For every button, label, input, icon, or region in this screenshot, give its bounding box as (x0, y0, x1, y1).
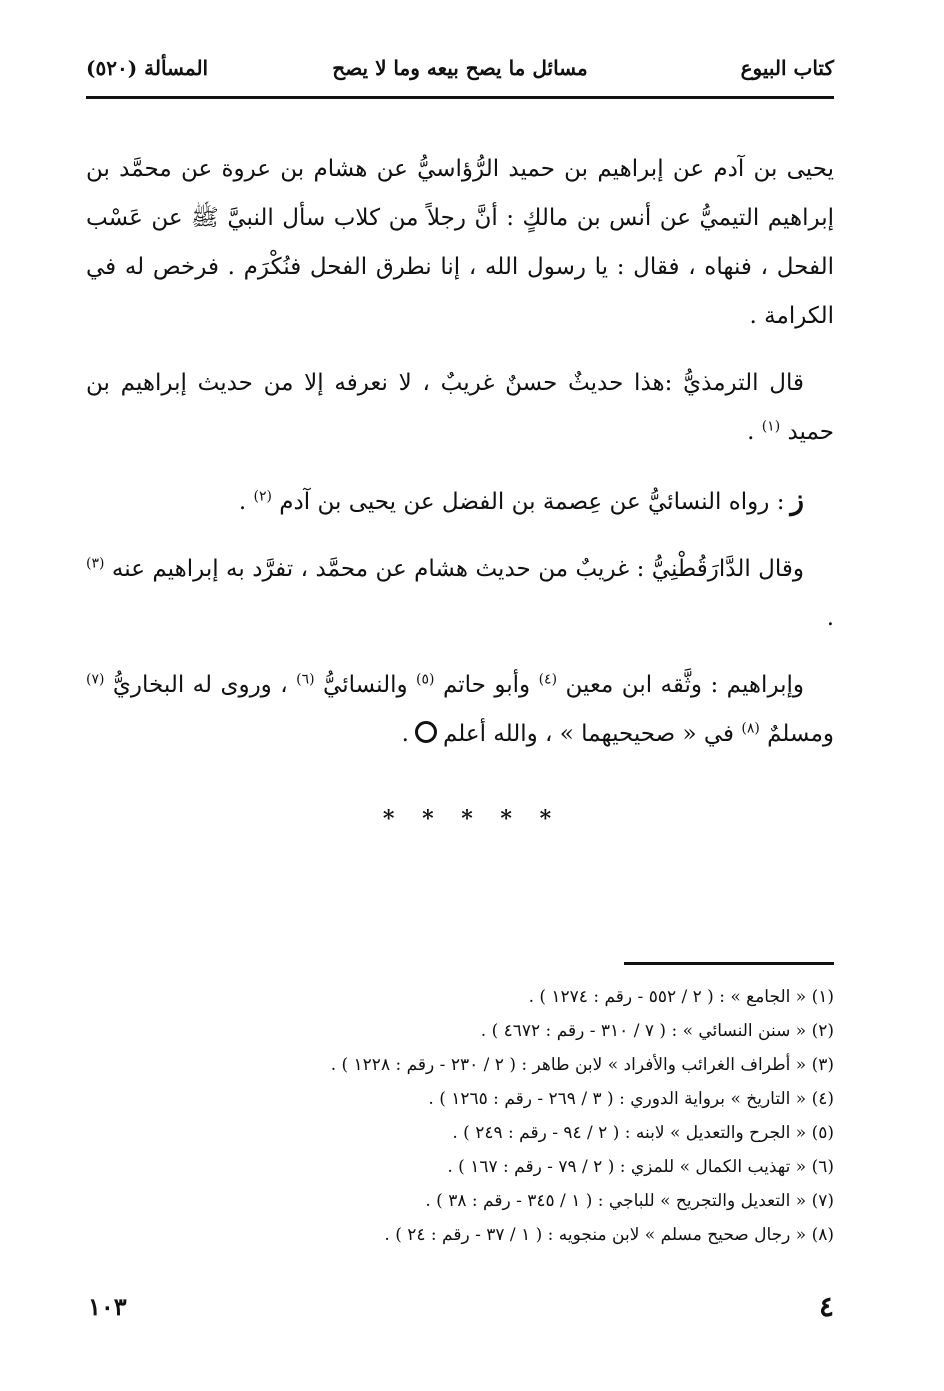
footnotes (150, 980, 834, 1252)
hadith-text: يحيى بن آدم عن إبراهيم بن حميد الرُّؤاسيُّ عن هشام بن عروة عن محمَّد بن إبراهيم التيميُّ عن أنس بن مالكٍ : أنَّ رجلاً من كلاب سأل النبيَّ ﷺ عن عَسْب الفحل ، فنهاه ، فقال : يا رسول الله ، إنا نطرق الفحل فنُكْرَم . فرخص له في الكرامة . (86, 156, 834, 329)
header-book-title: كتاب البيوع (740, 56, 834, 80)
section-separator: * * * * * (382, 806, 562, 832)
header-rule (86, 96, 834, 99)
nasai-text: : رواه النسائيُّ عن عِصمة بن الفضل عن يحيى بن آدم (279, 489, 785, 515)
paragraph-tirmidhi: قال الترمذيُّ :هذا حديثٌ حسنٌ غريبٌ ، لا نعرفه إلا من حديث إبراهيم بن حميد $^{(١)}$ . (86, 370, 834, 445)
paragraph-nasai: ز: رواه النسائيُّ عن عِصمة بن الفضل عن يحيى بن آدم $^{(٢)}$ . (238, 483, 804, 516)
footnote-5: (٥) « الجرح والتعديل » لابنه : ( ٢ / ٩٤ - رقم : ٢٤٩ ) . (452, 1123, 834, 1143)
footnote-rule (624, 962, 834, 965)
ibrahim-text-f: في « صحيحيهما » ، والله أعلم (442, 721, 735, 747)
footnote-ref-8[interactable]: (٨) (741, 720, 760, 737)
running-header (86, 48, 834, 88)
footnote-ref-6[interactable]: (٦) (296, 671, 315, 688)
paragraph-ibrahim: وإبراهيم : وثَّقه ابن معين $^{(٤)}$ وأبو حاتم $^{(٥)}$ والنسائيُّ $^{(٦)}$ ، وروى له البخاريُّ $^{(٧)}$ ومسلمٌ $^{(٨)}$ في « صحيحيهما » ، والله أعلم. (86, 671, 834, 747)
ibrahim-text-e: ومسلمٌ (767, 721, 834, 747)
footnote-ref-3[interactable]: (٣) (86, 555, 105, 572)
header-issue-number: المسألة (٥٢٠) (86, 56, 209, 80)
footnote-ref-2[interactable]: (٢) (253, 488, 272, 505)
footnote-ref-5[interactable]: (٥) (416, 671, 435, 688)
page-number: ٤ (818, 1290, 834, 1323)
footnote-1: (١) « الجامع » : ( ٢ / ٥٥٢ - رقم : ١٢٧٤ ) . (528, 987, 834, 1007)
paragraph-hadith (86, 145, 834, 341)
main-text (86, 145, 834, 777)
footnote-7: (٧) « التعديل والتجريح » للباجي : ( ١ / ٣٤٥ - رقم : ٣٨ ) . (425, 1191, 834, 1211)
footnote-ref-7[interactable]: (٧) (86, 671, 105, 688)
footnote-8: (٨) « رجال صحيح مسلم » لابن منجويه : ( ١ / ٣٧ - رقم : ٢٤ ) . (384, 1225, 834, 1245)
footnote-ref-4[interactable]: (٤) (538, 671, 558, 688)
ibrahim-text-a: وإبراهيم : وثَّقه ابن معين (565, 672, 805, 698)
tirmidhi-text: قال الترمذيُّ :هذا حديثٌ حسنٌ غريبٌ ، لا نعرفه إلا من حديث إبراهيم بن حميد (86, 370, 834, 445)
daraqutni-text: وقال الدَّارَقُطْنِيُّ : غريبٌ من حديث هشام عن محمَّد ، تفرَّد به إبراهيم عنه (111, 556, 804, 582)
footnote-3: (٣) « أطراف الغرائب والأفراد » لابن طاهر : ( ٢ / ٢٣٠ - رقم : ١٢٢٨ ) . (330, 1055, 834, 1075)
page-code: ١٠٣ (88, 1292, 127, 1321)
ibrahim-text-b: وأبو حاتم (442, 672, 531, 698)
end-circle-icon (415, 721, 437, 743)
footnote-4: (٤) « التاريخ » برواية الدوري : ( ٣ / ٢٦٩ - رقم : ١٢٦٥ ) . (428, 1089, 834, 1109)
paragraph-daraqutni: وقال الدَّارَقُطْنِيُّ : غريبٌ من حديث هشام عن محمَّد ، تفرَّد به إبراهيم عنه $^{(٣)}$ . (86, 555, 834, 631)
footnote-2: (٢) « سنن النسائي » : ( ٧ / ٣١٠ - رقم : ٤٦٧٢ ) . (480, 1021, 834, 1041)
footnote-6: (٦) « تهذيب الكمال » للمزي : ( ٢ / ٧٩ - رقم : ١٦٧ ) . (447, 1157, 834, 1177)
ibrahim-text-c: والنسائيُّ (323, 672, 408, 698)
header-chapter-title: مسائل ما يصح بيعه وما لا يصح (332, 56, 588, 80)
ibrahim-text-d: ، وروى له البخاريُّ (112, 672, 288, 698)
zawaid-marker: ز (790, 483, 804, 516)
footnote-ref-1[interactable]: (١) (761, 418, 781, 435)
